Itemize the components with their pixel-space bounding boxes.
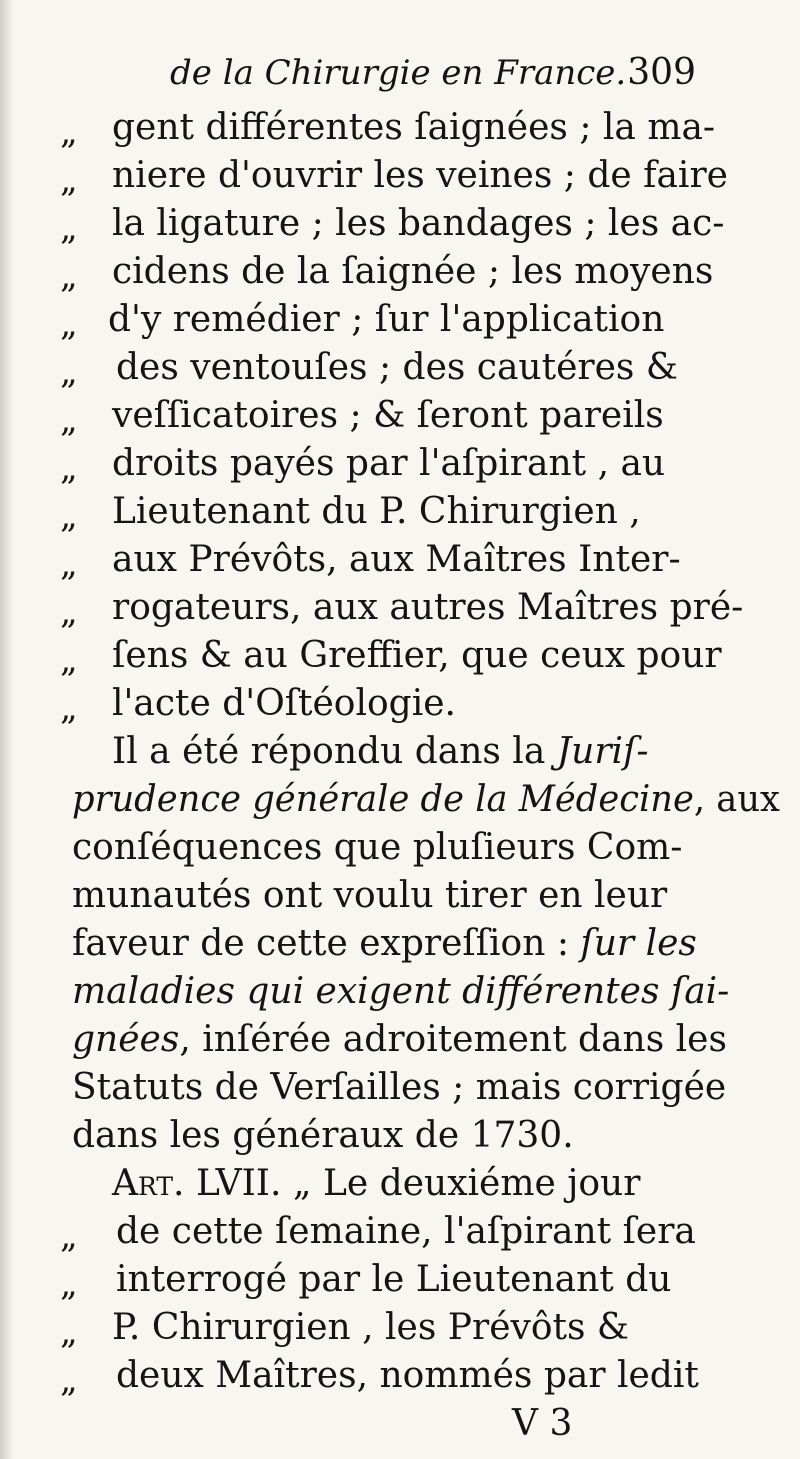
text-line: [0, 968, 800, 1016]
line-text-italic: gnées: [72, 1019, 180, 1060]
line-text: P. Chirurgien , les Prévôts &: [112, 1307, 629, 1348]
line-text: d'y remédier ; ſur l'application: [108, 299, 665, 340]
line-text-italic: Juriſ-: [556, 731, 649, 772]
text-line: [0, 200, 800, 248]
text-line: [0, 1064, 800, 1112]
quote-mark: „: [60, 1360, 78, 1400]
text-line: [0, 536, 800, 584]
line-text-italic: ſur les: [580, 923, 697, 964]
line-text-part: faveur de cette expreſſion :: [72, 923, 581, 964]
line-text: [112, 1160, 640, 1208]
text-line: [0, 776, 800, 824]
line-text: veſſicatoires ; & ſeront pareils: [112, 395, 664, 436]
line-text: [72, 776, 780, 824]
text-line: [0, 1016, 800, 1064]
line-text: niere d'ouvrir les veines ; de faire: [112, 155, 728, 196]
text-line: [0, 344, 800, 392]
quote-mark: „: [60, 688, 78, 728]
line-text: [72, 920, 697, 968]
quote-mark: „: [60, 160, 78, 200]
page-header: [170, 48, 710, 108]
quote-mark: „: [60, 448, 78, 488]
text-line: [0, 824, 800, 872]
line-text: interrogé par le Lieutenant du: [116, 1259, 672, 1300]
running-title: de la Chirurgie en France.: [170, 53, 627, 93]
text-line: [0, 104, 800, 152]
text-line: [0, 392, 800, 440]
line-text: de cette ſemaine, l'aſpirant ſera: [116, 1211, 696, 1252]
quote-mark: „: [60, 304, 78, 344]
signature-mark: V 3: [512, 1403, 573, 1444]
quote-mark: „: [60, 1264, 78, 1304]
quote-mark: „: [60, 1312, 78, 1352]
text-line: [0, 1304, 800, 1352]
line-text: des ventouſes ; des cautéres &: [116, 347, 678, 388]
text-line: [0, 248, 800, 296]
line-text: la ligature ; les bandages ; les ac-: [112, 203, 725, 244]
quote-mark: „: [60, 352, 78, 392]
line-text-part: „ Le deuxiéme jour: [281, 1163, 641, 1204]
quote-mark: „: [60, 544, 78, 584]
line-text: [72, 1016, 727, 1064]
line-text: ſens & au Greffier, que ceux pour: [112, 635, 722, 676]
line-text: l'acte d'Oſtéologie.: [112, 683, 456, 724]
text-line: [0, 1352, 800, 1400]
quote-mark: „: [60, 256, 78, 296]
text-line: [0, 488, 800, 536]
line-text: Statuts de Verſailles ; mais corrigée: [72, 1067, 727, 1108]
line-text: aux Prévôts, aux Maîtres Inter-: [112, 539, 681, 580]
text-line: [0, 728, 800, 776]
text-line: [0, 584, 800, 632]
line-text: [112, 728, 649, 776]
line-text-italic: maladies qui exigent différentes ſai-: [72, 971, 730, 1012]
quote-mark: „: [60, 496, 78, 536]
text-line: [0, 632, 800, 680]
line-text-part: , aux: [693, 779, 780, 820]
line-text: conſéquences que pluſieurs Com-: [72, 827, 683, 868]
text-line: [0, 1208, 800, 1256]
text-line: [0, 152, 800, 200]
text-line: [0, 1160, 800, 1208]
line-text: droits payés par l'aſpirant , au: [112, 443, 666, 484]
text-line: [0, 1256, 800, 1304]
text-line: [0, 872, 800, 920]
line-text-italic: prudence générale de la Médecine: [72, 779, 694, 820]
line-text: Lieutenant du P. Chirurgien ,: [112, 491, 641, 532]
text-line: [0, 440, 800, 488]
text-line: [0, 680, 800, 728]
page-number: 309: [627, 52, 696, 93]
quote-mark: „: [60, 592, 78, 632]
article-number: Art. LVII.: [112, 1163, 282, 1204]
line-text: dans les généraux de 1730.: [72, 1115, 574, 1156]
quote-mark: „: [60, 400, 78, 440]
quote-mark: „: [60, 208, 78, 248]
quote-mark: „: [60, 1216, 78, 1256]
text-line: [0, 920, 800, 968]
line-text: cidens de la ſaignée ; les moyens: [112, 251, 714, 292]
line-text: gent différentes ſaignées ; la ma-: [112, 107, 716, 148]
line-text: rogateurs, aux autres Maîtres pré-: [112, 587, 744, 628]
text-line: [0, 296, 800, 344]
line-text: munautés ont voulu tirer en leur: [72, 875, 668, 916]
line-text-part: , inſérée adroitement dans les: [179, 1019, 727, 1060]
text-line: [0, 1112, 800, 1160]
line-text: deux Maîtres, nommés par ledit: [116, 1355, 699, 1396]
quote-mark: „: [60, 640, 78, 680]
line-text-part: Il a été répondu dans la: [112, 731, 557, 772]
quote-mark: „: [60, 112, 78, 152]
